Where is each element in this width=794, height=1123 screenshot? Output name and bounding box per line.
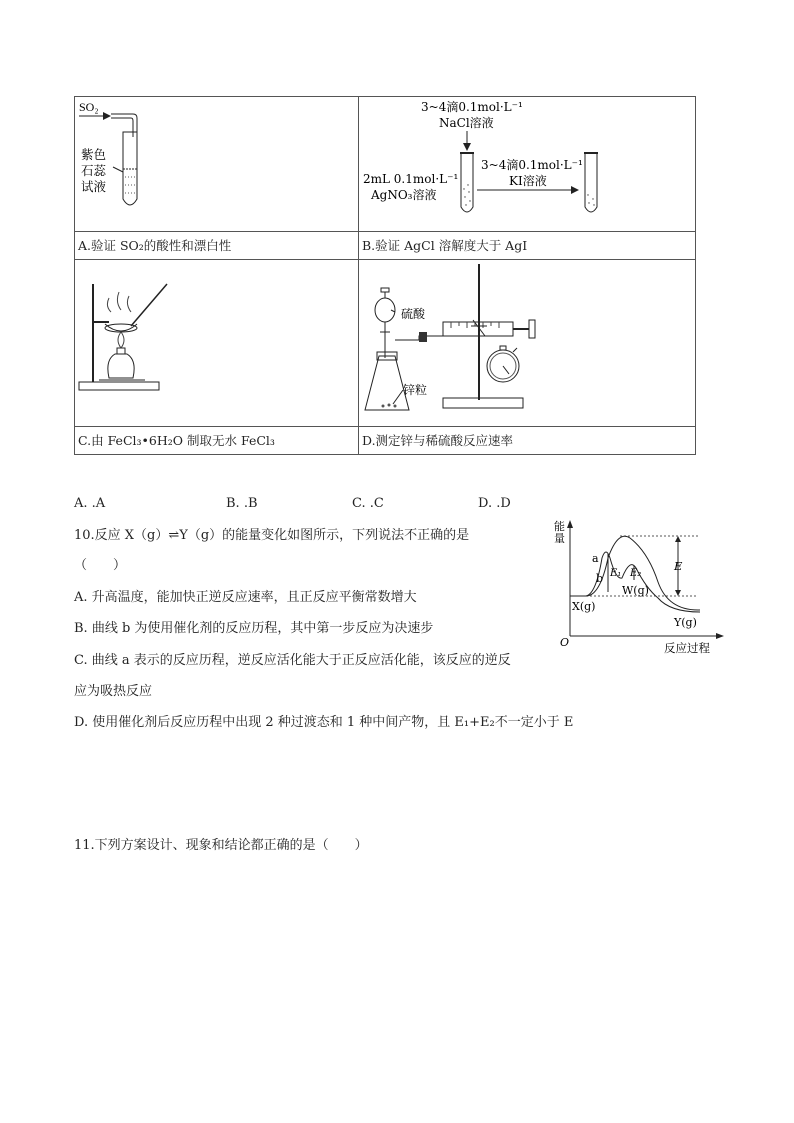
evaporation-apparatus [75,260,358,426]
drop2-line1: 3~4滴0.1mol·L⁻¹ [481,158,583,172]
zinc-label: 锌粒 [403,383,428,397]
y-species-label: Y(g) [674,616,697,629]
agno3-line2: AgNO₃溶液 [371,188,437,202]
e1-label: E₁ [610,568,622,579]
so2-litmus-apparatus [75,97,358,231]
glass-rod [131,284,167,326]
q10-option-a[interactable]: A. 升高温度，能加快正逆反应速率，且正反应平衡常数增大 [74,590,417,605]
curve-b [586,552,700,612]
q10-stem: 10.反应 X（g）⇌Y（g）的能量变化如图所示，下列说法不正确的是 [74,528,470,543]
e-label: E [674,559,683,573]
cell-a-figure [75,97,359,232]
test-tube-1 [461,153,473,212]
q11-stem: 11.下列方案设计、现象和结论都正确的是（ ） [74,838,368,853]
agno3-line1: 2mL 0.1mol·L⁻¹ [363,172,459,186]
agcl-agi-apparatus [359,97,695,231]
y-axis-label-1: 能 [554,520,565,533]
q10-option-d[interactable]: D. 使用催化剂后反应历程中出现 2 种过渡态和 1 种中间产物，且 E₁+E₂不一定小于 E [74,715,574,730]
drop1-line2: NaCl溶液 [439,116,494,130]
cell-a-caption: A.验证 SO₂的酸性和漂白性 [75,232,359,260]
acid-label: 硫酸 [401,307,426,321]
q10-option-c-cont: 应为吸热反应 [74,684,153,699]
experiment-table [74,96,696,455]
cell-d-figure [359,260,696,427]
q9-option-d[interactable]: D. .D [478,496,511,511]
cell-c-caption: C.由 FeCl₃•6H₂O 制取无水 FeCl₃ [75,427,359,455]
cell-c-figure [75,260,359,427]
q9-option-a[interactable]: A. .A [74,496,106,511]
drop1-line1: 3~4滴0.1mol·L⁻¹ [421,100,523,114]
indicator-line-2: 石蕊 [81,163,107,178]
iron-stand-base [79,382,159,390]
stand-base [443,398,523,408]
q9-option-c[interactable]: C. .C [352,496,384,511]
origin-label: O [560,636,570,649]
cell-d-caption: D.测定锌与稀硫酸反应速率 [359,427,696,455]
curve-b-label: b [596,572,604,585]
indicator-line-3: 试液 [81,179,107,194]
q10-option-b[interactable]: B. 曲线 b 为使用催化剂的反应历程，其中第一步反应为决速步 [74,621,434,636]
q10-option-c[interactable]: C. 曲线 a 表示的反应历程，逆反应活化能大于正反应活化能，该反应的逆反 [74,653,511,668]
x-species-label: X(g) [572,600,596,613]
cell-b-caption: B.验证 AgCl 溶解度大于 AgI [359,232,696,260]
w-species-label: W(g) [622,584,649,597]
y-axis-label-2: 量 [554,532,565,545]
curve-a-label: a [592,552,599,565]
test-tube-2 [585,153,597,212]
cell-b-figure [359,97,696,232]
indicator-line-1: 紫色 [81,147,107,162]
q9-option-b[interactable]: B. .B [226,496,258,511]
x-axis-label: 反应过程 [664,641,710,655]
q10-stem-blank: （ ） [74,558,127,573]
energy-diagram [548,518,728,658]
rate-measurement-apparatus [359,260,695,426]
e2-label: E₂ [630,568,642,579]
alcohol-lamp [108,354,134,378]
so2-label: SO₂ [79,100,99,114]
drop2-line2: KI溶液 [509,174,547,188]
